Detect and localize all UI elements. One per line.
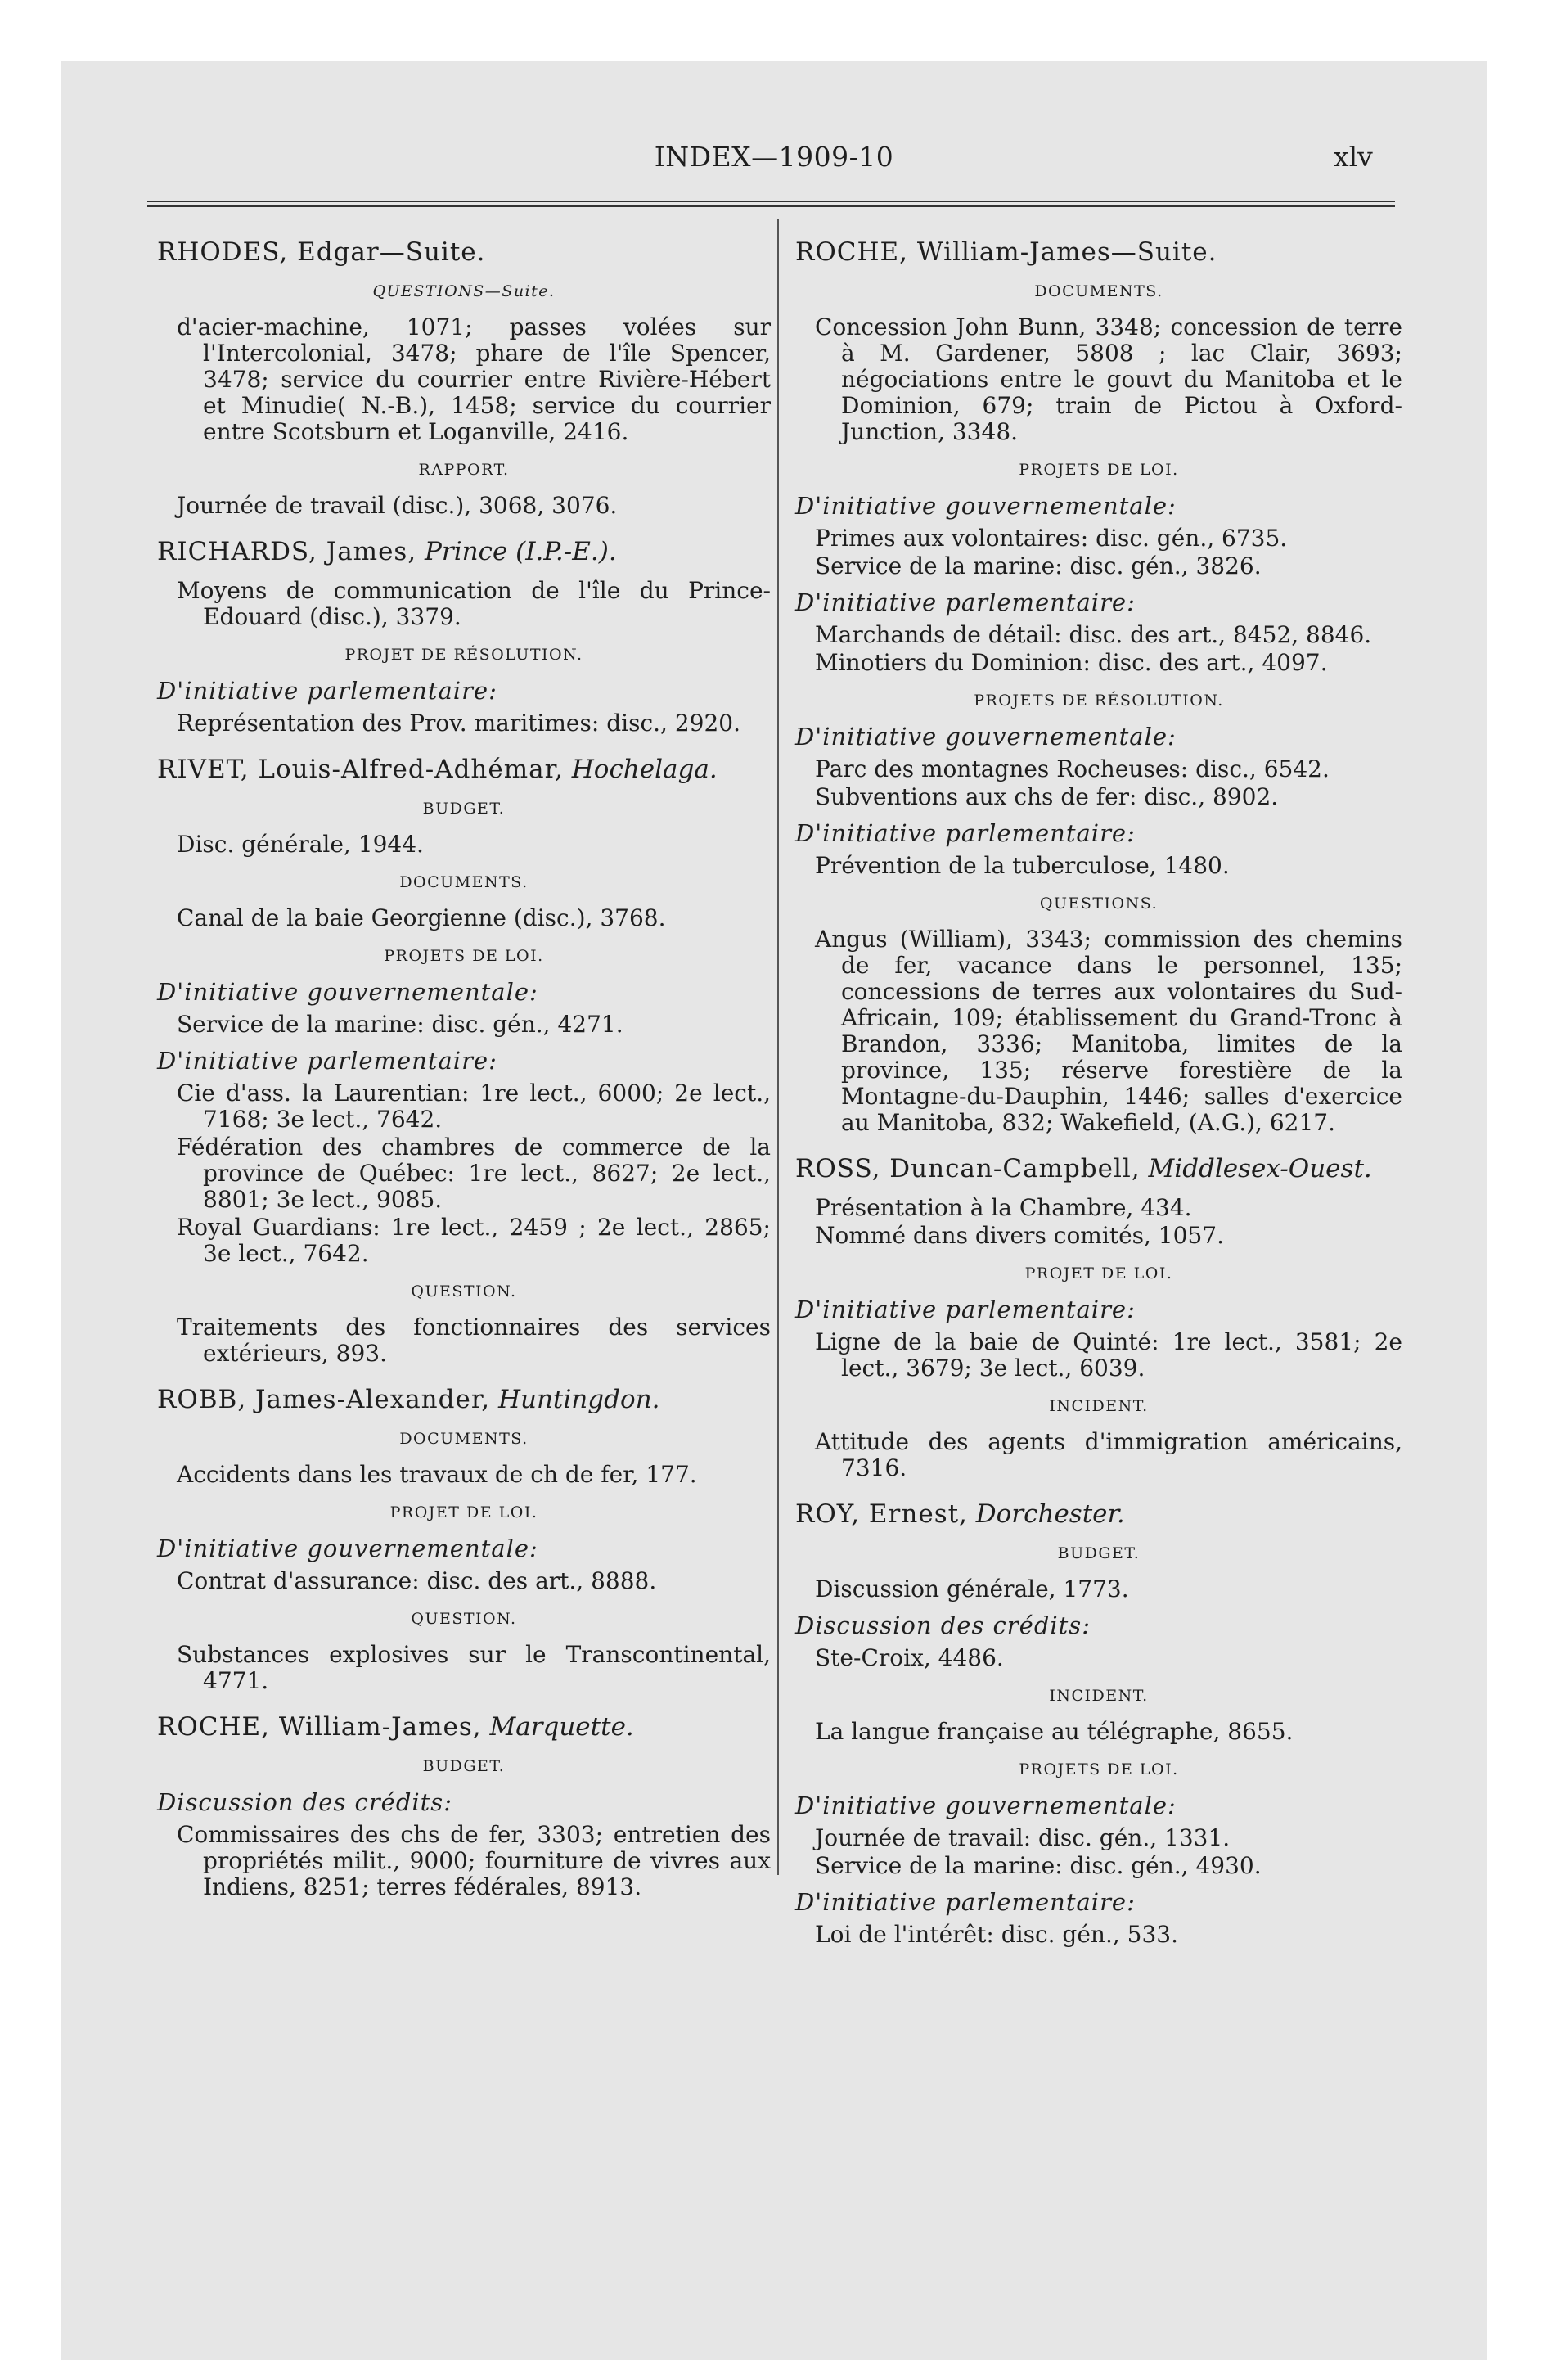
entry-heading	[157, 755, 771, 784]
index-entry: Service de la marine: disc. gén., 4271.	[177, 1011, 623, 1038]
index-entry: Accidents dans les travaux de ch de fer, 177.	[177, 1461, 697, 1488]
member-name: ROY, Ernest,	[795, 1499, 968, 1529]
index-entry: Substances explosives sur le Transcontinental, 4771.	[177, 1641, 771, 1694]
riding-name: Dorchester.	[975, 1499, 1125, 1529]
entry-heading	[157, 1712, 771, 1742]
riding-name: Huntingdon.	[497, 1385, 660, 1414]
page-title: INDEX—1909-10	[654, 141, 894, 173]
entry-heading	[795, 1154, 1402, 1183]
section-heading: PROJET DE LOI.	[1024, 1264, 1173, 1282]
entry-heading	[157, 237, 771, 267]
section-heading: BUDGET.	[422, 1757, 506, 1775]
initiative-heading: D'initiative parlementaire:	[157, 1047, 497, 1075]
index-entry: Prévention de la tuberculose, 1480.	[815, 852, 1230, 879]
index-entry: Loi de l'intérêt: disc. gén., 533.	[815, 1921, 1179, 1948]
index-entry: Moyens de communication de l'île du Prince-Edouard (disc.), 3379.	[177, 577, 771, 630]
index-entry: La langue française au télégraphe, 8655.	[815, 1718, 1294, 1745]
section-heading: QUESTIONS—Suite.	[372, 282, 556, 300]
member-name: ROCHE, William-James—Suite.	[795, 237, 1217, 267]
index-entry: Angus (William), 3343; commission des chemins de fer, vacance dans le personnel, 135; concessions de terres aux volontaires du Sud-Africain, 109; établissement du Grand-Tronc à Brandon, 3336; Manitoba, limites de la province, 135; réserve forestière de la Montagne-du-Dauphin, 1446; salles d'exercice au Manitoba, 832; Wakefield, (A.G.), 6217.	[815, 926, 1402, 1136]
initiative-heading: D'initiative gouvernementale:	[795, 1792, 1177, 1819]
index-entry: Nommé dans divers comités, 1057.	[815, 1222, 1224, 1249]
index-entry: Parc des montagnes Rocheuses: disc., 6542.	[815, 755, 1330, 782]
index-entry: Minotiers du Dominion: disc. des art., 4097.	[815, 649, 1328, 676]
left-column	[157, 237, 771, 1902]
initiative-heading: D'initiative parlementaire:	[795, 588, 1136, 616]
riding-name: Middlesex-Ouest.	[1148, 1154, 1372, 1183]
member-name: ROCHE, William-James,	[157, 1712, 482, 1742]
index-entry: Présentation à la Chambre, 434.	[815, 1194, 1192, 1221]
member-name: RHODES, Edgar—Suite.	[157, 237, 486, 267]
index-entry: Commissaires des chs de fer, 3303; entretien des propriétés milit., 9000; fourniture de vivres aux Indiens, 8251; terres fédérales, 8913.	[177, 1821, 771, 1900]
section-heading: RAPPORT.	[418, 461, 510, 479]
initiative-heading: D'initiative gouvernementale:	[795, 492, 1177, 520]
section-heading: INCIDENT.	[1049, 1397, 1149, 1415]
member-name: ROBB, James-Alexander,	[157, 1385, 491, 1414]
initiative-heading: D'initiative gouvernementale:	[795, 723, 1177, 751]
index-entry: Fédération des chambres de commerce de la province de Québec: 1re lect., 8627; 2e lect., 8801; 3e lect., 9085.	[177, 1134, 771, 1213]
riding-name: Marquette.	[489, 1712, 634, 1742]
initiative-heading: D'initiative gouvernementale:	[157, 978, 538, 1006]
index-entry: Journée de travail: disc. gén., 1331.	[815, 1824, 1231, 1851]
section-heading: QUESTION.	[411, 1282, 517, 1300]
index-entry: d'acier-machine, 1071; passes volées sur l'Intercolonial, 3478; phare de l'île Spencer, 3478; service du courrier entre Rivière-Hébert et Minudie( N.-B.), 1458; service du courrier entre Scotsburn et Loganville, 2416.	[177, 313, 771, 445]
index-entry: Royal Guardians: 1re lect., 2459 ; 2e lect., 2865; 3e lect., 7642.	[177, 1214, 771, 1267]
column-divider	[777, 219, 779, 1875]
index-entry: Marchands de détail: disc. des art., 8452, 8846.	[815, 621, 1372, 648]
header-rule-right	[499, 201, 1395, 207]
section-heading: BUDGET.	[422, 800, 506, 818]
index-entry: Service de la marine: disc. gén., 3826.	[815, 552, 1262, 579]
index-entry: Discussion générale, 1773.	[815, 1575, 1129, 1602]
index-entry: Cie d'ass. la Laurentian: 1re lect., 6000; 2e lect., 7168; 3e lect., 7642.	[177, 1080, 771, 1133]
riding-name: Prince (I.P.-E.).	[425, 537, 617, 566]
index-entry: Journée de travail (disc.), 3068, 3076.	[177, 492, 618, 519]
index-entry: Traitements des fonctionnaires des services extérieurs, 893.	[177, 1314, 771, 1367]
section-heading: PROJETS DE RÉSOLUTION.	[974, 692, 1224, 710]
header-rule-left	[147, 201, 520, 207]
section-heading: PROJET DE LOI.	[389, 1503, 538, 1521]
index-entry: Service de la marine: disc. gén., 4930.	[815, 1852, 1262, 1879]
right-column	[795, 237, 1402, 1950]
entry-heading	[157, 537, 771, 566]
index-entry: Représentation des Prov. maritimes: disc., 2920.	[177, 710, 740, 737]
section-heading: QUESTION.	[411, 1610, 517, 1628]
section-heading: PROJETS DE LOI.	[384, 947, 544, 965]
index-entry: Attitude des agents d'immigration américains, 7316.	[815, 1428, 1402, 1481]
section-heading: PROJETS DE LOI.	[1019, 461, 1179, 479]
index-entry: Disc. générale, 1944.	[177, 831, 424, 858]
page-header	[61, 82, 1487, 173]
entry-heading	[157, 1385, 771, 1414]
section-heading: INCIDENT.	[1049, 1687, 1149, 1705]
initiative-heading: D'initiative gouvernementale:	[157, 1535, 538, 1562]
initiative-heading: Discussion des crédits:	[795, 1611, 1091, 1639]
initiative-heading: D'initiative parlementaire:	[157, 677, 497, 705]
entry-heading	[795, 237, 1402, 267]
entry-heading	[795, 1499, 1402, 1529]
initiative-heading: D'initiative parlementaire:	[795, 1296, 1136, 1323]
index-entry: Subventions aux chs de fer: disc., 8902.	[815, 783, 1279, 810]
section-heading: PROJET DE RÉSOLUTION.	[344, 646, 583, 664]
initiative-heading: D'initiative parlementaire:	[795, 819, 1136, 847]
index-entry: Concession John Bunn, 3348; concession de terre à M. Gardener, 5808 ; lac Clair, 3693; négociations entre le gouvt du Manitoba et le Dominion, 679; train de Pictou à Oxford-Junction, 3348.	[815, 313, 1402, 445]
initiative-heading: D'initiative parlementaire:	[795, 1888, 1136, 1916]
member-name: ROSS, Duncan-Campbell,	[795, 1154, 1141, 1183]
section-heading: PROJETS DE LOI.	[1019, 1760, 1179, 1778]
riding-name: Hochelaga.	[571, 755, 718, 784]
index-entry: Canal de la baie Georgienne (disc.), 3768.	[177, 904, 666, 931]
section-heading: QUESTIONS.	[1039, 895, 1159, 913]
section-heading: DOCUMENTS.	[399, 1430, 529, 1448]
initiative-heading: Discussion des crédits:	[157, 1788, 452, 1816]
index-entry: Ligne de la baie de Quinté: 1re lect., 3581; 2e lect., 3679; 3e lect., 6039.	[815, 1328, 1402, 1382]
page-number: xlv	[1334, 141, 1373, 173]
member-name: RICHARDS, James,	[157, 537, 417, 566]
section-heading: BUDGET.	[1057, 1544, 1141, 1562]
section-heading: DOCUMENTS.	[1034, 282, 1163, 300]
section-heading: DOCUMENTS.	[399, 873, 529, 891]
index-entry: Primes aux volontaires: disc. gén., 6735.	[815, 525, 1288, 552]
index-entry: Contrat d'assurance: disc. des art., 8888.	[177, 1567, 657, 1594]
index-entry: Ste-Croix, 4486.	[815, 1644, 1004, 1671]
member-name: RIVET, Louis-Alfred-Adhémar,	[157, 755, 564, 784]
